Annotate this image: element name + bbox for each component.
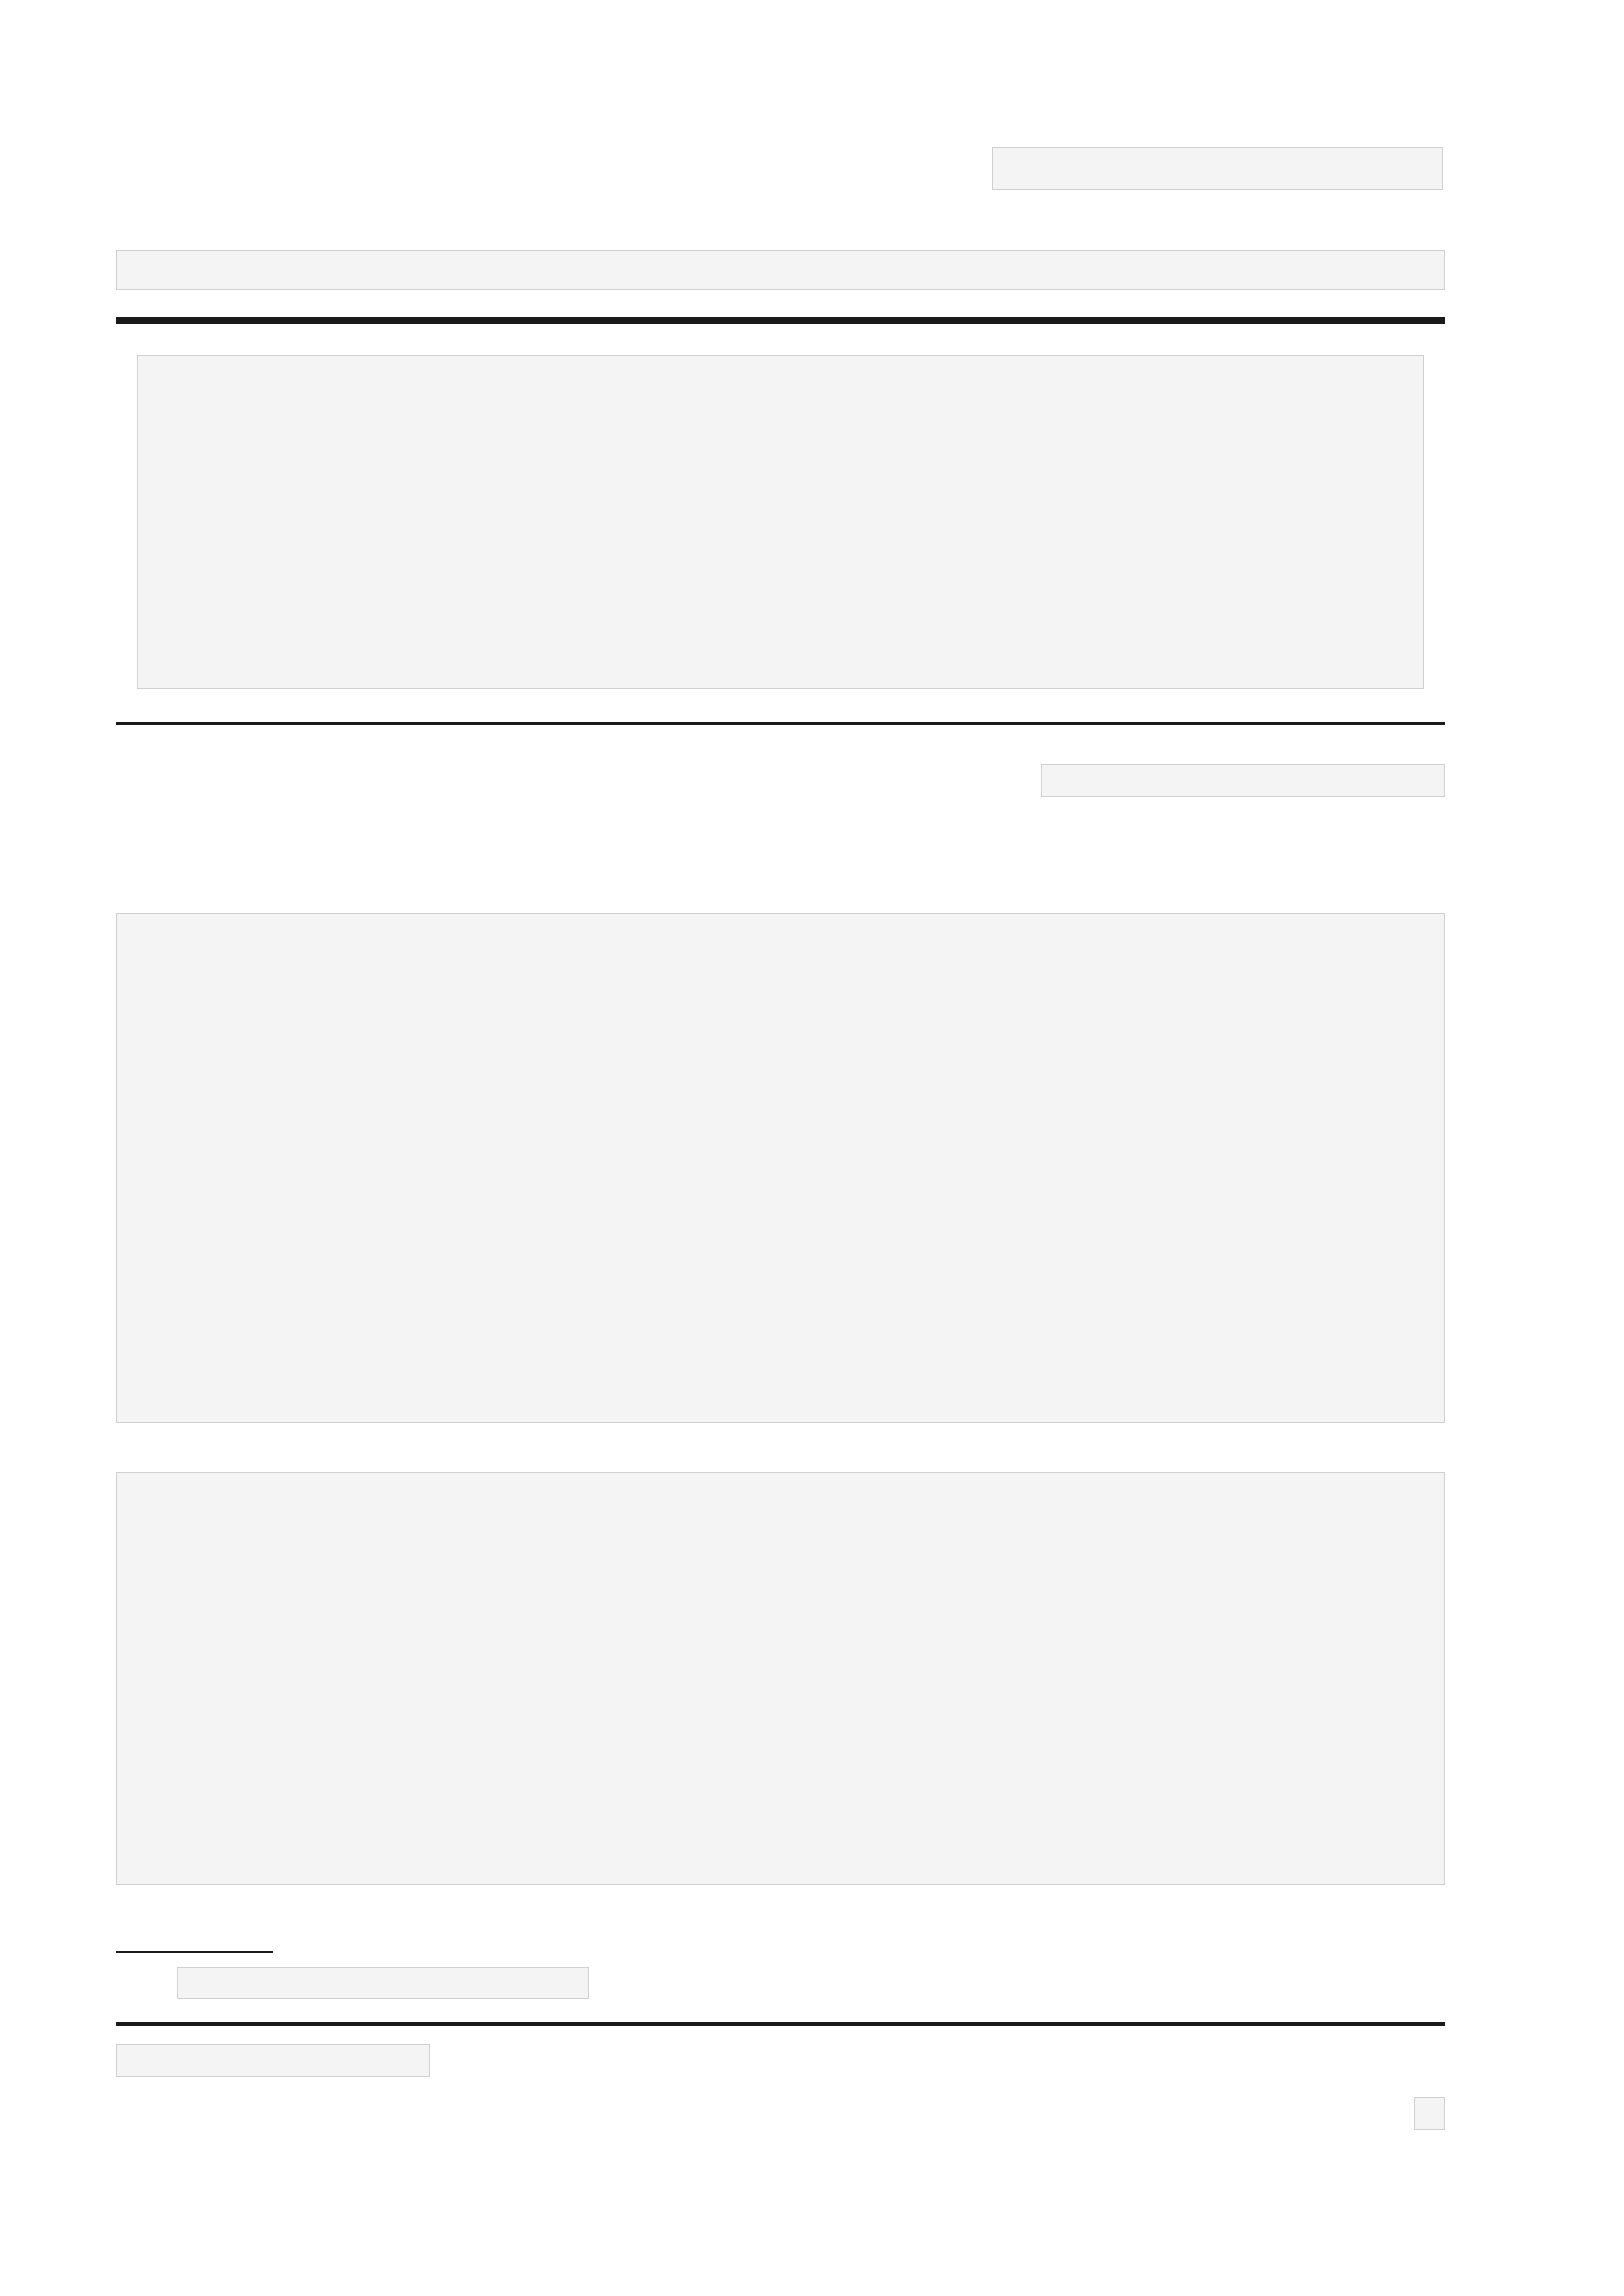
footnote (177, 1967, 589, 1999)
footer-rule (116, 2022, 1445, 2026)
page-number (1414, 2097, 1445, 2130)
edition-label (116, 2044, 430, 2077)
introduction-date (1041, 764, 1445, 797)
footnote-rule (116, 1951, 273, 1953)
header-rule (116, 317, 1445, 324)
title-rule (116, 722, 1445, 725)
section-scope (116, 913, 1445, 1423)
section-normative-references (116, 1472, 1445, 1885)
title-block (137, 355, 1424, 689)
document-code (992, 147, 1443, 190)
header-banner (116, 250, 1445, 290)
